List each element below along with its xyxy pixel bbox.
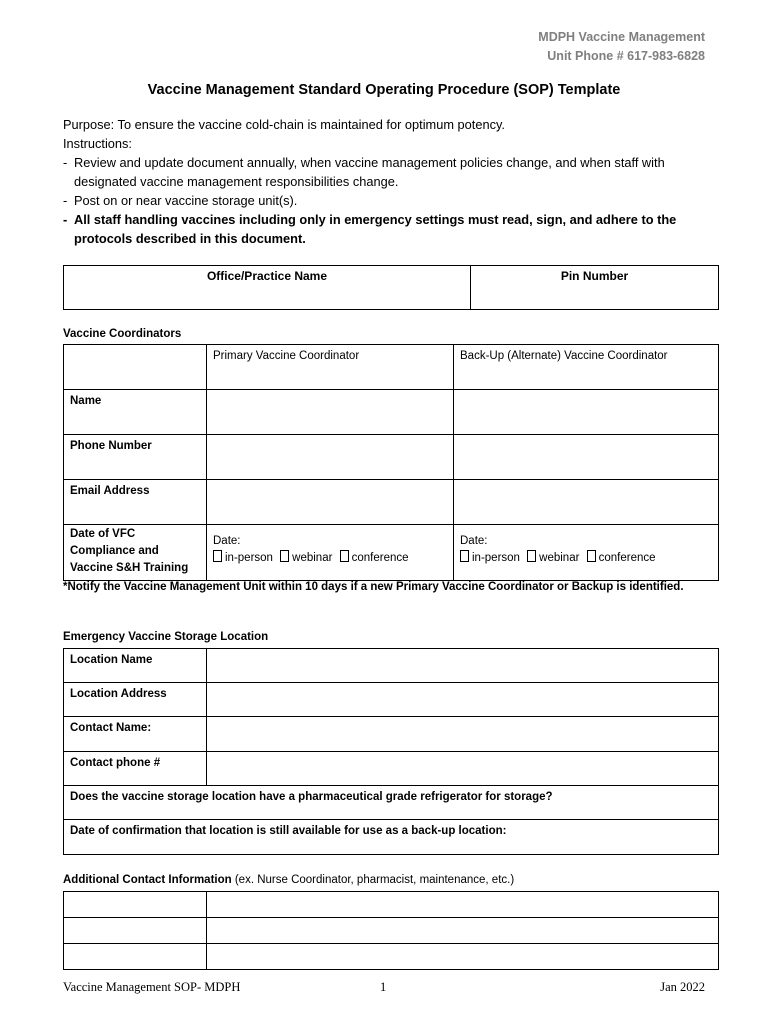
- primary-training-options: [213, 550, 447, 567]
- instructions-label: Instructions:: [63, 136, 132, 151]
- row-label-location-name: Location Name: [64, 649, 207, 683]
- instruction-item: - All staff handling vaccines including only in emergency settings must read, sign, and adhere to the protocols described in this document.: [63, 212, 677, 246]
- backup-date-label: Date:: [460, 535, 488, 547]
- row-label-name: Name: [64, 390, 207, 435]
- option-in-person: in-person: [225, 552, 273, 564]
- header-org: MDPH Vaccine Management: [538, 30, 705, 44]
- location-address-field[interactable]: [207, 683, 719, 717]
- coordinators-section-label: Vaccine Coordinators: [63, 328, 182, 340]
- page-title: Vaccine Management Standard Operating Procedure (SOP) Template: [147, 82, 621, 98]
- coordinator-note: *Notify the Vaccine Management Unit within 10 days if a new Primary Vaccine Coordinator or Backup is identified.: [63, 581, 684, 593]
- primary-name-field[interactable]: [207, 390, 454, 435]
- option-webinar: webinar: [539, 552, 580, 564]
- primary-date-label: Date:: [213, 535, 241, 547]
- option-conference: conference: [598, 552, 656, 564]
- instructions-list: [63, 153, 713, 248]
- row-label-contact-phone: Contact phone #: [64, 752, 207, 786]
- footer-date: Jan 2022: [660, 980, 705, 994]
- row-label-contact-name: Contact Name:: [64, 717, 207, 752]
- pin-number-label: Pin Number: [560, 269, 629, 283]
- coordinators-table: [63, 344, 719, 581]
- backup-coordinator-header: Back-Up (Alternate) Vaccine Coordinator: [454, 345, 719, 390]
- option-webinar: webinar: [292, 552, 333, 564]
- checkbox-icon[interactable]: [587, 550, 596, 562]
- backup-email-field[interactable]: [454, 480, 719, 525]
- additional-contact-detail-field[interactable]: [207, 944, 719, 970]
- option-conference: conference: [351, 552, 409, 564]
- additional-contact-role-field[interactable]: [64, 944, 207, 970]
- backup-training-options: [460, 550, 712, 567]
- checkbox-icon[interactable]: [527, 550, 536, 562]
- office-name-cell[interactable]: [64, 266, 471, 310]
- additional-contact-role-field[interactable]: [64, 892, 207, 918]
- additional-contact-detail-field[interactable]: [207, 918, 719, 944]
- location-name-field[interactable]: [207, 649, 719, 683]
- refrigerator-question[interactable]: Does the vaccine storage location have a pharmaceutical grade refrigerator for storage?: [64, 786, 719, 820]
- primary-coordinator-header: Primary Vaccine Coordinator: [207, 345, 454, 390]
- additional-contact-detail-field[interactable]: [207, 892, 719, 918]
- header-phone: Unit Phone # 617-983-6828: [547, 49, 705, 63]
- additional-contact-table: [63, 891, 719, 970]
- contact-phone-field[interactable]: [207, 752, 719, 786]
- office-table: [63, 265, 719, 310]
- primary-phone-field[interactable]: [207, 435, 454, 480]
- footer-doc-name: Vaccine Management SOP- MDPH: [63, 980, 241, 994]
- emergency-section-label: Emergency Vaccine Storage Location: [63, 631, 269, 643]
- checkbox-icon[interactable]: [460, 550, 469, 562]
- backup-phone-field[interactable]: [454, 435, 719, 480]
- office-name-label: Office/Practice Name: [206, 269, 328, 283]
- row-label-location-address: Location Address: [64, 683, 207, 717]
- purpose-text: Purpose: To ensure the vaccine cold-chain is maintained for optimum potency.: [63, 117, 505, 132]
- footer-page-number: 1: [380, 980, 387, 994]
- checkbox-icon[interactable]: [280, 550, 289, 562]
- option-in-person: in-person: [472, 552, 520, 564]
- row-label-phone: Phone Number: [64, 435, 207, 480]
- row-label-training: Date of VFC Compliance and Vaccine S&H Training: [64, 525, 207, 581]
- checkbox-icon[interactable]: [213, 550, 222, 562]
- additional-contact-role-field[interactable]: [64, 918, 207, 944]
- instruction-item: - Review and update document annually, when vaccine management policies change, and when staff with designated vaccine management responsibilities change.: [63, 155, 665, 189]
- emergency-table: [63, 648, 719, 855]
- row-label-email: Email Address: [64, 480, 207, 525]
- primary-email-field[interactable]: [207, 480, 454, 525]
- confirmation-date-question[interactable]: Date of confirmation that location is still available for use as a back-up location:: [64, 820, 719, 855]
- additional-contact-label: Additional Contact Information (ex. Nurse Coordinator, pharmacist, maintenance, etc.): [63, 874, 515, 886]
- contact-name-field[interactable]: [207, 717, 719, 752]
- backup-training-cell: [454, 525, 719, 581]
- backup-name-field[interactable]: [454, 390, 719, 435]
- checkbox-icon[interactable]: [340, 550, 349, 562]
- coordinators-corner-cell: [64, 345, 207, 390]
- pin-number-cell[interactable]: [471, 266, 719, 310]
- instruction-item: - Post on or near vaccine storage unit(s).: [63, 193, 298, 208]
- primary-training-cell: [207, 525, 454, 581]
